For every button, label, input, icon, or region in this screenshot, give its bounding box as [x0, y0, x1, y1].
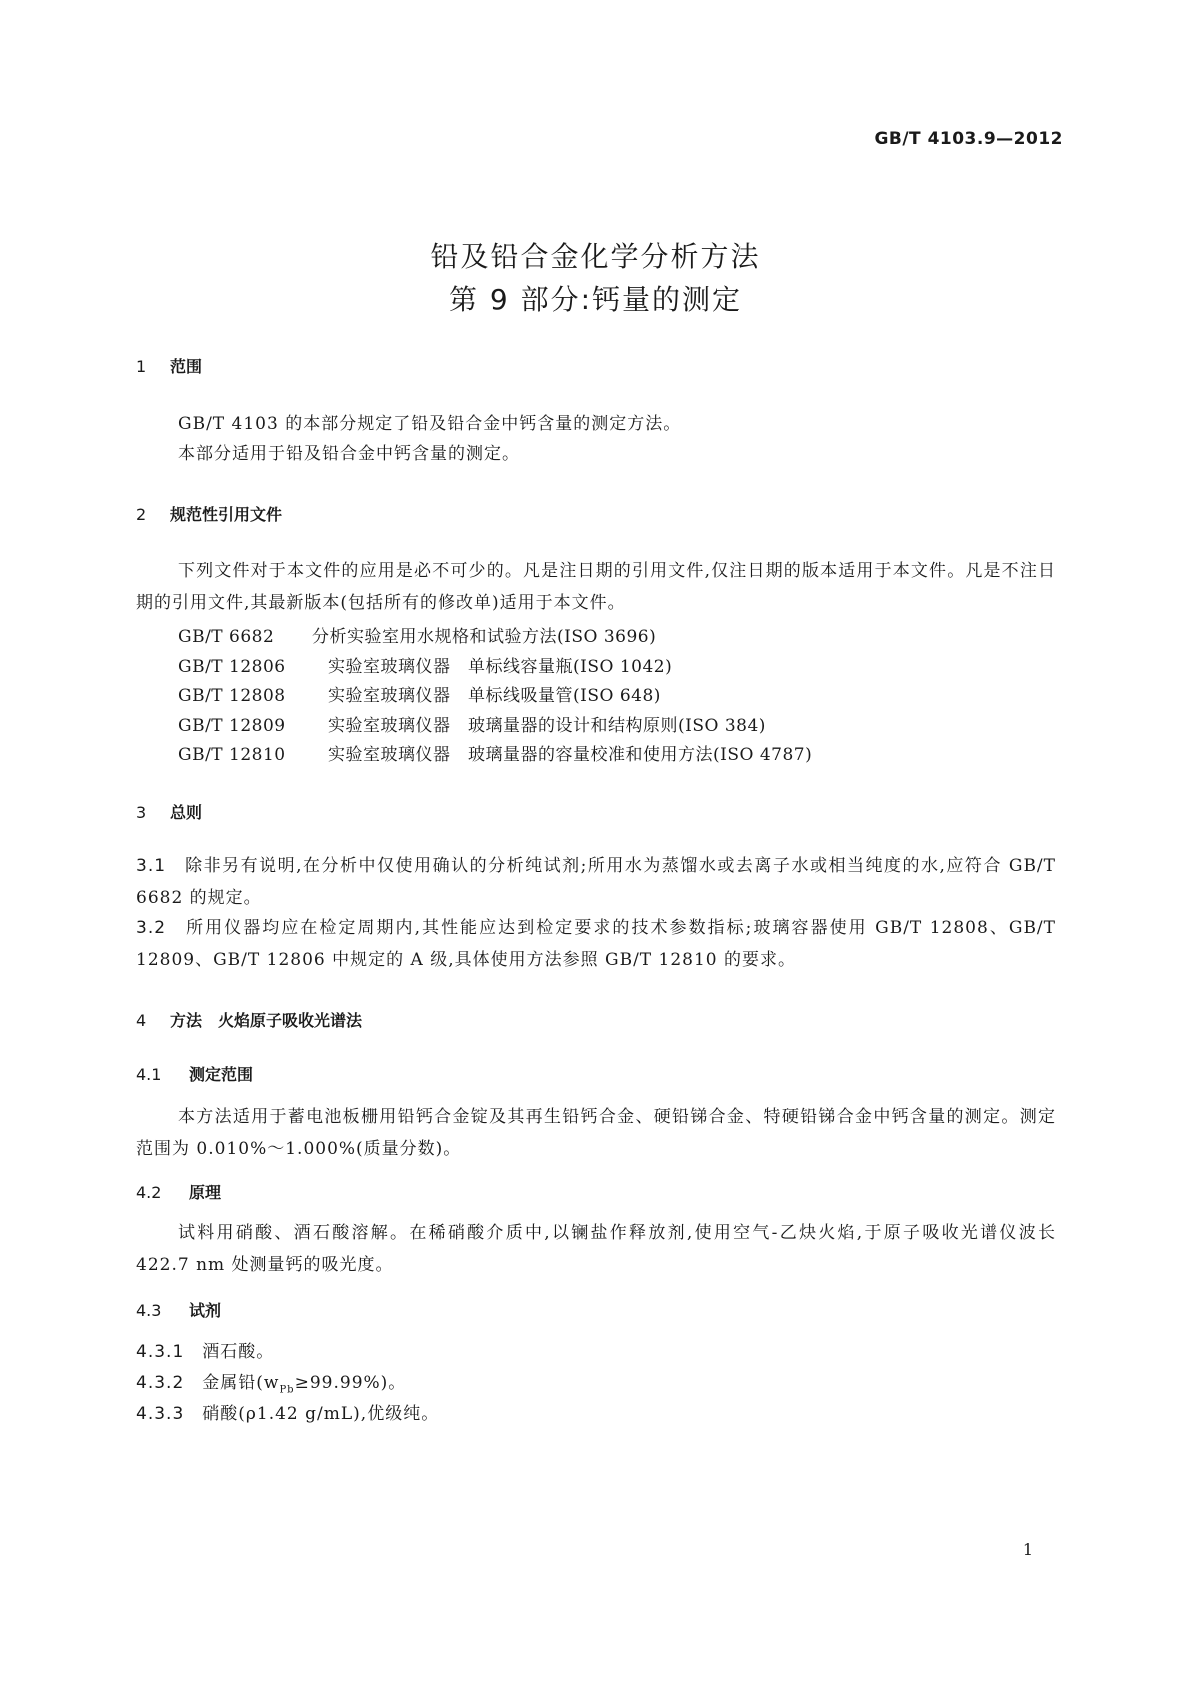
- subsection-4-1-heading: [136, 1062, 253, 1085]
- reagent-text: 硝酸(ρ1.42 g/mL),优级纯。: [202, 1404, 440, 1424]
- reference-code: GB/T 12810: [178, 745, 286, 765]
- reference-title: 实验室玻璃仪器 玻璃量器的设计和结构原则(ISO 384): [328, 716, 766, 736]
- section-2-heading: [136, 502, 282, 525]
- subsection-4-3-heading: [136, 1298, 221, 1321]
- subsection-4-2-heading: [136, 1180, 221, 1203]
- reagent-item: [136, 1398, 1056, 1430]
- reagent-text-end: ≥99.99%)。: [294, 1373, 407, 1393]
- clause-text: 所用仪器均应在检定周期内,其性能应达到检定要求的技术参数指标;玻璃容器使用 GB/T 12808、GB/T 12809、GB/T 12806 中规定的 A 级,具体使用方法参照 GB/T 12810 的要求。: [136, 918, 1056, 970]
- reference-code: GB/T 12806: [178, 657, 286, 677]
- section-number: 4: [136, 1011, 147, 1030]
- reagent-number: 4.3.1: [136, 1342, 185, 1362]
- reagent-number: 4.3.3: [136, 1404, 185, 1424]
- document-title: 铅及铅合金化学分析方法: [430, 240, 761, 273]
- section-title: 方法 火焰原子吸收光谱法: [170, 1011, 363, 1030]
- clause-3-1: [136, 850, 1056, 914]
- section-title: 规范性引用文件: [170, 505, 283, 524]
- reference-title: 分析实验室用水规格和试验方法(ISO 3696): [312, 627, 657, 647]
- document-subtitle: 第 9 部分:钙量的测定: [448, 283, 743, 316]
- paragraph: 本方法适用于蓄电池板栅用铅钙合金锭及其再生铅钙合金、硬铅锑合金、特硬铅锑合金中钙含量的测定。测定范围为 0.010%～1.000%(质量分数)。: [136, 1107, 1056, 1159]
- reference-item: [178, 740, 812, 765]
- reagent-text: 酒石酸。: [202, 1342, 275, 1362]
- subsection-number: 4.1: [136, 1065, 162, 1084]
- section-number: 1: [136, 357, 147, 376]
- reagent-item: [136, 1336, 1056, 1368]
- section-number: 2: [136, 505, 147, 524]
- subsection-number: 4.2: [136, 1183, 162, 1202]
- subsection-number: 4.3: [136, 1301, 162, 1320]
- section-1-heading: [136, 354, 202, 377]
- paragraph: 下列文件对于本文件的应用是必不可少的。凡是注日期的引用文件,仅注日期的版本适用于本文件。凡是不注日期的引用文件,其最新版本(包括所有的修改单)适用于本文件。: [136, 561, 1056, 613]
- section-title: 范围: [170, 357, 203, 376]
- standard-number: GB/T 4103.9—2012: [874, 129, 1063, 149]
- section-title: 总则: [170, 803, 203, 822]
- subsection-title: 试剂: [189, 1301, 222, 1320]
- reference-code: GB/T 6682: [178, 627, 275, 647]
- reference-item: [178, 652, 672, 677]
- subsection-title: 测定范围: [189, 1065, 254, 1084]
- subsection-title: 原理: [189, 1183, 222, 1202]
- clause-number: 3.2: [136, 918, 167, 938]
- page-number: 1: [1022, 1540, 1033, 1559]
- section-4-heading: [136, 1008, 362, 1031]
- reagent-number: 4.3.2: [136, 1373, 185, 1393]
- reagent-subscript: Pb: [279, 1384, 295, 1396]
- paragraph: 本部分适用于铅及铅合金中钙含量的测定。: [178, 444, 520, 464]
- clause-number: 3.1: [136, 856, 167, 876]
- reference-title: 实验室玻璃仪器 单标线容量瓶(ISO 1042): [328, 657, 673, 677]
- reference-code: GB/T 12808: [178, 686, 286, 706]
- reference-code: GB/T 12809: [178, 716, 286, 736]
- reference-item: [178, 681, 661, 706]
- reference-title: 实验室玻璃仪器 单标线吸量管(ISO 648): [328, 686, 661, 706]
- reference-item: [178, 711, 766, 736]
- clause-text: 除非另有说明,在分析中仅使用确认的分析纯试剂;所用水为蒸馏水或去离子水或相当纯度的水,应符合 GB/T 6682 的规定。: [136, 856, 1056, 908]
- reference-item: [178, 622, 656, 647]
- reference-title: 实验室玻璃仪器 玻璃量器的容量校准和使用方法(ISO 4787): [328, 745, 813, 765]
- paragraph: 试料用硝酸、酒石酸溶解。在稀硝酸介质中,以镧盐作释放剂,使用空气-乙炔火焰,于原子吸收光谱仪波长 422.7 nm 处测量钙的吸光度。: [136, 1223, 1056, 1275]
- paragraph: GB/T 4103 的本部分规定了铅及铅合金中钙含量的测定方法。: [178, 414, 682, 434]
- reagent-text: 金属铅(w: [202, 1373, 280, 1393]
- clause-3-2: [136, 912, 1056, 976]
- section-3-heading: [136, 800, 202, 823]
- section-number: 3: [136, 803, 147, 822]
